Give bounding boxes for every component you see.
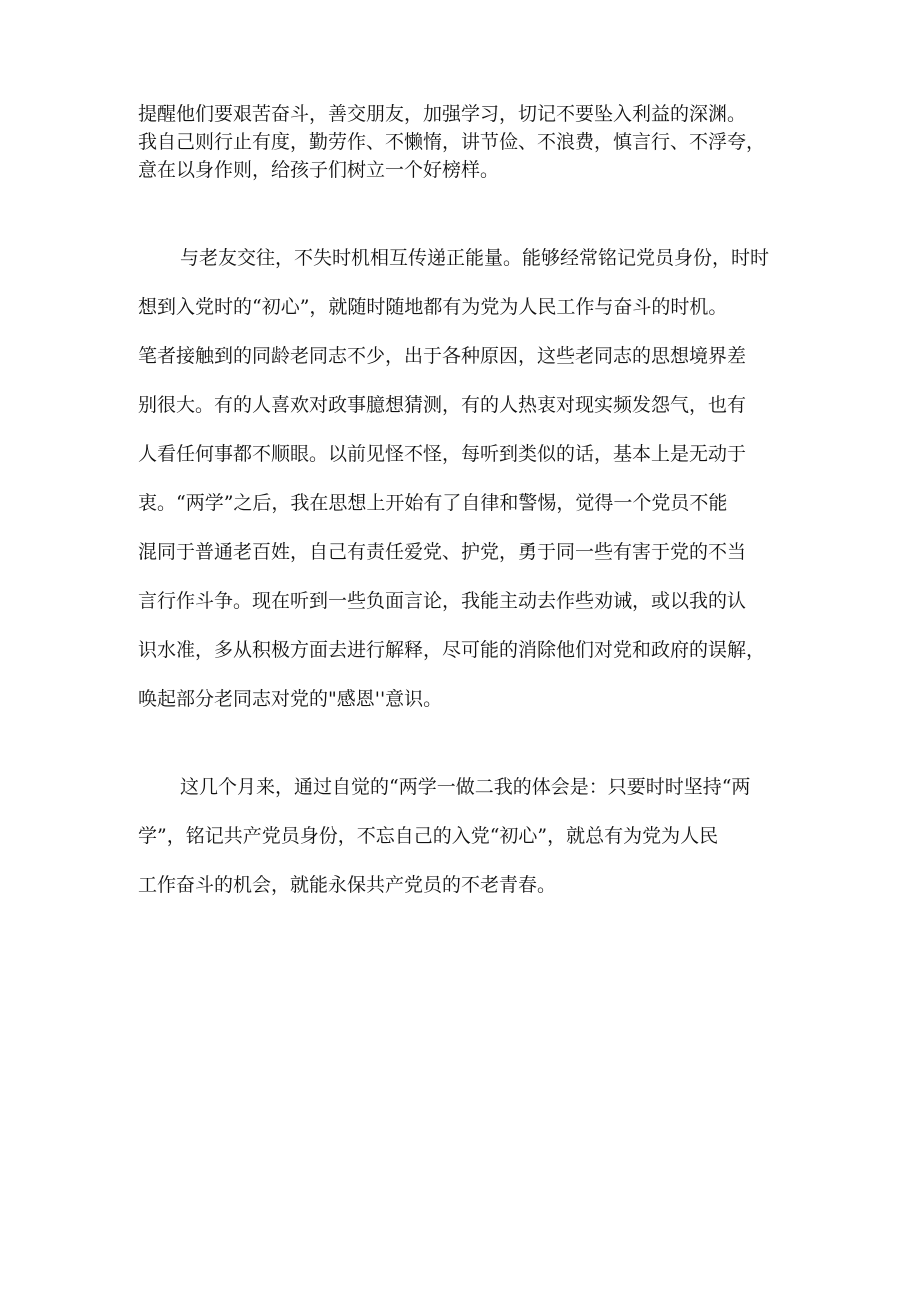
paragraph-2: [138, 244, 788, 734]
paragraph-line: 衷。“两学”之后，我在思想上开始有了自律和警惕，觉得一个党员不能: [138, 492, 728, 514]
paragraph-3: [138, 773, 788, 920]
paragraph-line: 工作奋斗的机会，就能永保共产党员的不老青春。: [138, 874, 557, 896]
paragraph-line: 别很大。有的人喜欢对政事臆想猜测，有的人热衷对现实频发怨气，也有: [138, 394, 747, 416]
paragraph-line: 我自己则行止有度，勤劳作、不懒惰，讲节俭、不浪费，慎言行、不浮夸，: [138, 131, 766, 153]
paragraph-line: 识水准，多从积极方面去进行解释，尽可能的消除他们对党和政府的误解，: [138, 639, 766, 661]
paragraph-line: 言行作斗争。现在听到一些负面言论，我能主动去作些劝诫，或以我的认: [138, 590, 747, 612]
paragraph-line: 提醒他们要艰苦奋斗，善交朋友，加强学习，切记不要坠入利益的深渊。: [138, 103, 747, 125]
paragraph-1: [138, 100, 788, 184]
paragraph-line: 与老友交往，不失时机相互传递正能量。能够经常铭记党员身份，时时: [180, 247, 770, 269]
paragraph-line: 想到入党时的“初心”，就随时随地都有为党为人民工作与奋斗的时机。: [138, 296, 728, 318]
paragraph-line: 学”，铭记共产党员身份，不忘自己的入党“初心”，就总有为党为人民: [138, 825, 719, 847]
paragraph-line: 意在以身作则，给孩子们树立一个好榜样。: [138, 159, 500, 181]
paragraph-line: 混同于普通老百姓，自己有责任爱党、护党，勇于同一些有害于党的不当: [138, 541, 747, 563]
paragraph-line: 人看任何事都不顺眼。以前见怪不怪，每听到类似的话，基本上是无动于: [138, 443, 747, 465]
paragraph-line: 笔者接触到的同龄老同志不少，出于各种原因，这些老同志的思想境界差: [138, 345, 747, 367]
paragraph-line: 这几个月来，通过自觉的“两学一做二我的体会是：只要时时坚持“两: [180, 776, 751, 798]
paragraph-line: 唤起部分老同志对党的"感恩''意识。: [138, 688, 443, 710]
